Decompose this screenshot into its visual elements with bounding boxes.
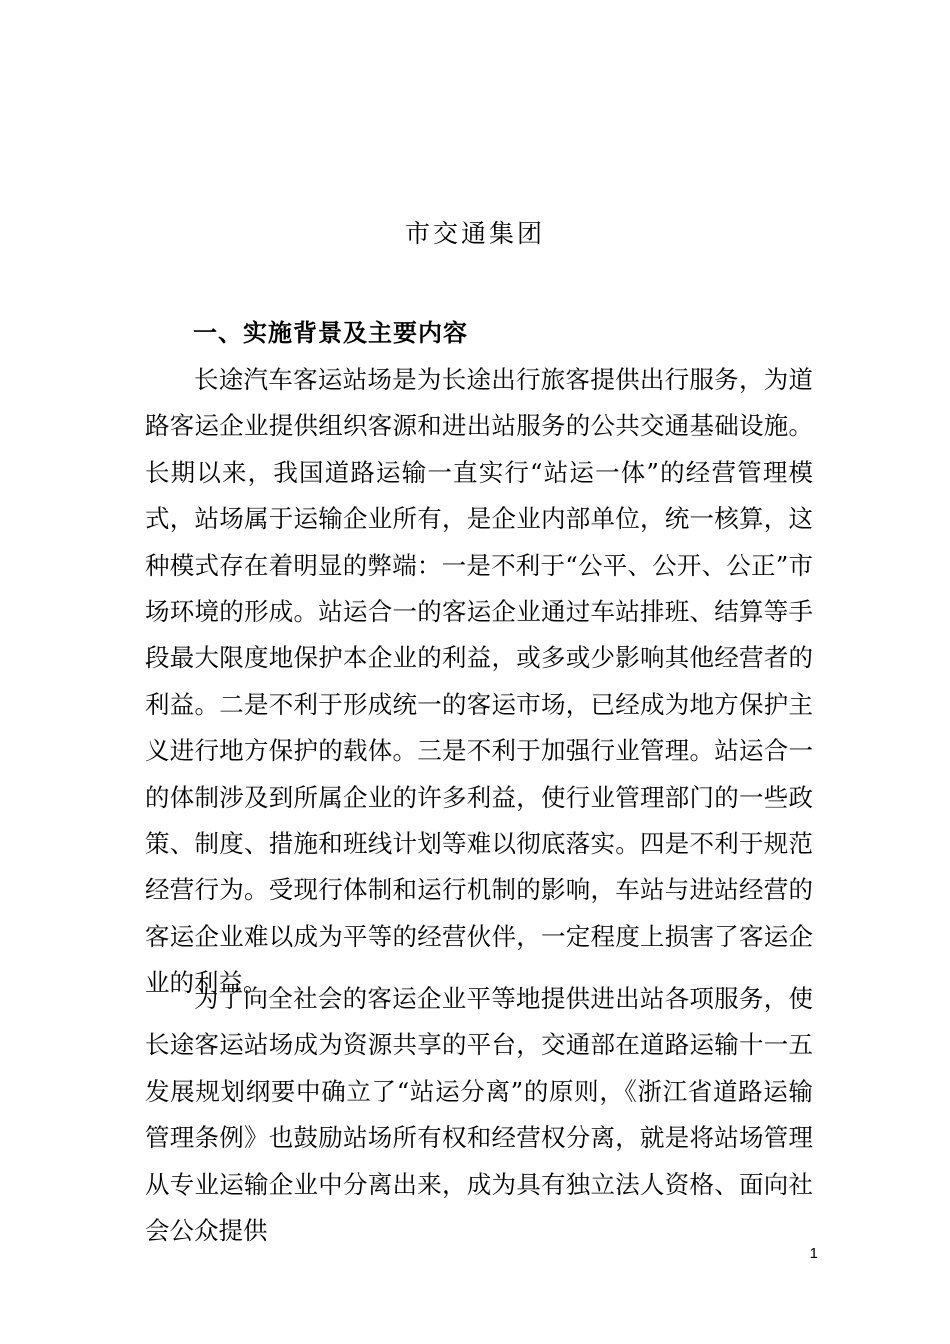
section-heading: 一、实施背景及主要内容 [193, 319, 468, 347]
body-paragraph: 为了向全社会的客运企业平等地提供进出站各项服务，使长途客运站场成为资源共享的平台，交通部在道路运输十一五发展规划纲要中确立了“站运分离”的原则，《浙江省道路运输管理条例》也鼓励站场所有权和经营权分离，就是将站场管理从专业运输企业中分离出来，成为具有独立法人资格、面向社会公众提供 [145, 984, 813, 1246]
page-number: 1 [809, 1245, 818, 1262]
body-paragraph: 长途汽车客运站场是为长途出行旅客提供出行服务，为道路客运企业提供组织客源和进出站服务的公共交通基础设施。长期以来，我国道路运输一直实行“站运一体”的经营管理模式，站场属于运输企业所有，是企业内部单位，统一核算，这种模式存在着明显的弊端：一是不利于“公平、公开、公正”市场环境的形成。站运合一的客运企业通过车站排班、结算等手段最大限度地保护本企业的利益，或多或少影响其他经营者的利益。二是不利于形成统一的客运市场，已经成为地方保护主义进行地方保护的载体。三是不利于加强行业管理。站运合一的体制涉及到所属企业的许多利益，使行业管理部门的一些政策、制度、措施和班线计划等难以彻底落实。四是不利于规范经营行为。受现行体制和运行机制的影响，车站与进站经营的客运企业难以成为平等的经营伙伴，一定程度上损害了客运企业的利益。 [145, 365, 813, 998]
document-title: 市交通集团 [404, 219, 545, 248]
